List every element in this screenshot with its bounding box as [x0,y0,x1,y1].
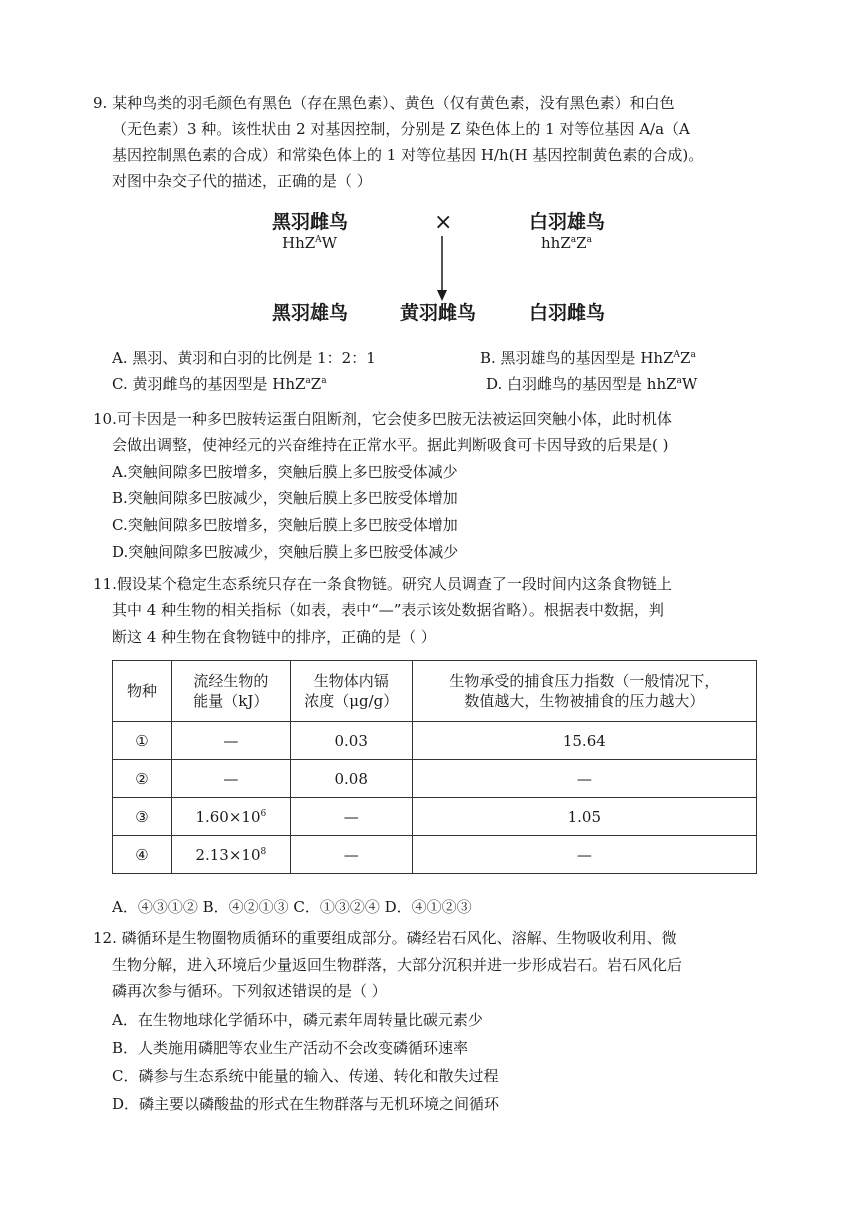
table-row [113,760,757,798]
species-data-table [112,660,757,874]
q9-option-d[interactable]: D. 白羽雌鸟的基因型是 hhZ$^a$W [486,375,698,393]
parent-female-label: 黑羽雌鸟 [272,211,349,233]
cell-energy: $2.13\times 10^8$ [171,836,290,874]
arrow-down-icon [432,236,452,302]
parent-male-label: 白羽雄鸟 [529,211,606,233]
q12-stem-line-2: 生物分解，进入环境后少量返回生物群落，大部分沉积并进一步形成岩石。岩石风化后 [112,956,683,974]
q9-stem-line-4: 对图中杂交子代的描述，正确的是（ ） [112,172,372,190]
cell-energy: — [171,722,290,760]
cell-pressure: 15.64 [412,722,756,760]
q12-option-b[interactable]: B．人类施用磷肥等农业生产活动不会改变磷循环速率 [112,1039,469,1057]
cell-pressure: — [412,836,756,874]
cell-pressure: 1.05 [412,798,756,836]
col-header-species: 物种 [113,661,172,722]
q10-option-c[interactable]: C.突触间隙多巴胺增多，突触后膜上多巴胺受体增加 [112,516,458,534]
parent-female-genotype: HhZ$^A$W [282,234,338,252]
cell-pressure: — [412,760,756,798]
cell-species: ③ [113,798,172,836]
cell-species: ④ [113,836,172,874]
q11-stem-line-1: 11.假设某个稳定生态系统只存在一条食物链。研究人员调查了一段时间内这条食物链上 [93,575,672,593]
cell-energy: $1.60\times 10^6$ [171,798,290,836]
offspring-yellow-female: 黄羽雌鸟 [400,302,477,324]
q9-option-a[interactable]: A. 黑羽、黄羽和白羽的比例是 1：2：1 [112,349,376,367]
q9-stem-line-2: （无色素）3 种。该性状由 2 对基因控制，分别是 Z 染色体上的 1 对等位基因 A/a（A [112,120,690,138]
q9-option-b[interactable]: B. 黑羽雄鸟的基因型是 $HhZ^AZ^a$ [480,349,696,367]
q12-option-d[interactable]: D．磷主要以磷酸盐的形式在生物群落与无机环境之间循环 [112,1095,500,1113]
q12-option-c[interactable]: C．磷参与生态系统中能量的输入、传递、转化和散失过程 [112,1067,499,1085]
table-header-row [113,661,757,722]
q11-stem-line-3: 断这 4 种生物在食物链中的排序，正确的是（ ） [112,628,436,646]
parent-male-genotype: $hhZ^aZ^a$ [541,234,592,252]
q12-stem-line-1: 12. 磷循环是生物圈物质循环的重要组成部分。磷经岩石风化、溶解、生物吸收利用、微 [93,929,677,947]
table-row [113,798,757,836]
cell-species: ② [113,760,172,798]
q10-option-a[interactable]: A.突触间隙多巴胺增多，突触后膜上多巴胺受体减少 [112,463,458,481]
cross-symbol: × [434,210,453,235]
q12-option-a[interactable]: A．在生物地球化学循环中，磷元素年周转量比碳元素少 [112,1011,483,1029]
cell-cadmium: 0.08 [290,760,412,798]
q12-stem-line-3: 磷再次参与循环。下列叙述错误的是（ ） [112,982,387,1000]
offspring-black-male: 黑羽雄鸟 [272,302,349,324]
q9-option-c[interactable]: C. 黄羽雌鸟的基因型是 $HhZ^aZ^a$ [112,375,327,393]
q10-stem-line-1: 10.可卡因是一种多巴胺转运蛋白阻断剂，它会使多巴胺无法被运回突触小体，此时机体 [93,410,672,428]
table-row [113,722,757,760]
cell-cadmium: — [290,836,412,874]
col-header-pressure: 生物承受的捕食压力指数（一般情况下， 数值越大，生物被捕食的压力越大） [412,661,756,722]
cell-cadmium: — [290,798,412,836]
q9-stem-line-1: 9. 某种鸟类的羽毛颜色有黑色（存在黑色素）、黄色（仅有黄色素，没有黑色素）和白色 [93,94,675,112]
q11-stem-line-2: 其中 4 种生物的相关指标（如表，表中“—”表示该处数据省略）。根据表中数据，判 [112,601,664,619]
table-row [113,836,757,874]
offspring-white-female: 白羽雌鸟 [529,302,606,324]
q10-stem-line-2: 会做出调整，使神经元的兴奋维持在正常水平。据此判断吸食可卡因导致的后果是( ) [112,436,669,454]
cell-species: ① [113,722,172,760]
q10-option-b[interactable]: B.突触间隙多巴胺减少，突触后膜上多巴胺受体增加 [112,489,458,507]
q10-option-d[interactable]: D.突触间隙多巴胺减少，突触后膜上多巴胺受体减少 [112,543,459,561]
col-header-energy: 流经生物的 能量（kJ） [171,661,290,722]
q9-stem-line-3: 基因控制黑色素的合成）和常染色体上的 1 对等位基因 H/h(H 基因控制黄色素的合成)。 [112,146,704,164]
cell-cadmium: 0.03 [290,722,412,760]
q11-options[interactable]: A．④③①② B．④②①③ C．①③②④ D．④①②③ [112,898,472,916]
cell-energy: — [171,760,290,798]
col-header-cadmium: 生物体内镉 浓度（μg/g） [290,661,412,722]
